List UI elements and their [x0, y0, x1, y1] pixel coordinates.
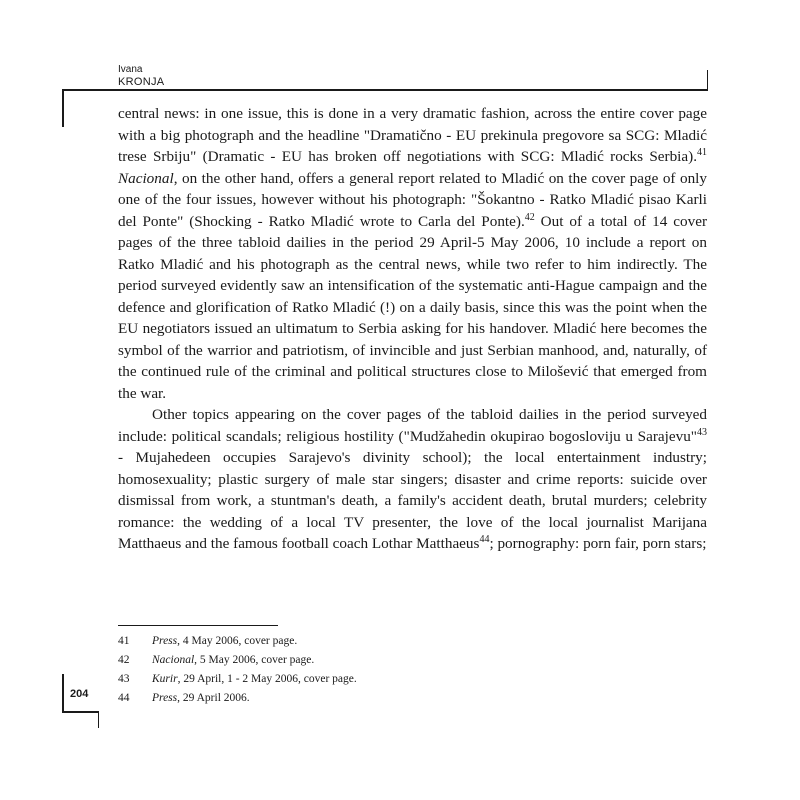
footnote-text: , 29 April, 1 - 2 May 2006, cover page. — [177, 673, 357, 685]
footnote — [118, 689, 538, 708]
author-last-name: KRONJA — [118, 76, 165, 88]
header-left-tick — [62, 89, 64, 127]
header-top-rule — [62, 89, 708, 91]
body-text — [118, 103, 707, 555]
author-first-name: Ivana — [118, 64, 143, 75]
footnote — [118, 670, 538, 689]
p2-text-1: Other topics appearing on the cover pages of the tabloid dailies in the period surveyed include: political scandals; religious hostility ("Mudžahedin okupirao bogosloviju u Sarajevu" — [118, 406, 707, 445]
paragraph-2 — [118, 404, 707, 555]
header-right-tick — [707, 70, 709, 90]
footnote-text: , 4 May 2006, cover page. — [177, 635, 298, 647]
footnote-source: Press — [152, 635, 178, 647]
footnote-ref-43: 43 — [697, 426, 707, 438]
p1-text-2: , on the other hand, offers a general report related to Mladić on the cover page of only one of the four issues, however without his photograph: "Šokantno - Ratko Mladić pisao Karli del Ponte" (Shocking - Ratko Mladić wrote to Carla del Ponte). — [118, 169, 707, 230]
footnote-number: 42 — [118, 654, 130, 666]
footnote-source: Nacional — [152, 654, 195, 666]
footnote — [118, 651, 538, 670]
footnote-source: Kurir — [152, 673, 178, 685]
footer-left-tick — [62, 674, 64, 712]
footnote-separator — [118, 625, 278, 626]
page-number: 204 — [70, 688, 89, 700]
p2-text-3: ; pornography: porn fair, porn stars; — [489, 535, 707, 552]
footnote — [118, 632, 538, 651]
footnotes — [118, 632, 538, 708]
p2-text-2: - Mujahedeen occupies Sarajevo's divinity school); the local entertainment industry; homosexuality; plastic surgery of male star singers; disaster and crime reports: suicide over dismissal from work, a stuntman's death, a family's accident death, brutal murders; celebrity romance: the wedding of a local TV presenter, the love of the local journalist Marijana Matthaeus and the famous football coach Lothar Matthaeus — [118, 449, 707, 552]
p1-text-3: Out of a total of 14 cover pages of the three tabloid dailies in the period 29 April-5 May 2006, 10 include a report on Ratko Mladić and his photograph as the central news, while two refer to him indirectly. The period surveyed evidently saw an intensification of the systematic anti-Hague campaign and the defence and glorification of Ratko Mladić (!) on a daily basis, since this was the point when the EU negotiators issued an ultimatum to Serbia asking for his handover. Mladić here becomes the symbol of the warrior and patriotism, of invincible and just Serbian manhood, and, naturally, of the continued rule of the criminal and political structures close to Milošević that emerged from the war. — [118, 212, 708, 402]
footnote-number: 43 — [118, 673, 130, 685]
footer-rule — [62, 711, 99, 713]
footnote-number: 44 — [118, 692, 130, 704]
nacional-title: Nacional — [118, 169, 174, 187]
footnote-ref-41: 41 — [697, 146, 707, 158]
footnote-source: Press — [152, 692, 178, 704]
paragraph-1 — [118, 103, 707, 404]
footnote-ref-42: 42 — [524, 211, 535, 223]
footnote-text: , 5 May 2006, cover page. — [194, 654, 315, 666]
footnote-number: 41 — [118, 635, 130, 647]
footnote-ref-44: 44 — [479, 533, 490, 545]
footnote-text: , 29 April 2006. — [177, 692, 250, 704]
footer-right-tick — [98, 711, 100, 728]
p1-text-1: central news: in one issue, this is done in a very dramatic fashion, across the entire cover page with a big photograph and the headline "Dramatično - EU prekinula pregovore sa SCG: Mladić trese Srbiju" (Dramatic - EU has broken off negotiations with SCG: Mladić rocks Serbia). — [118, 105, 707, 165]
